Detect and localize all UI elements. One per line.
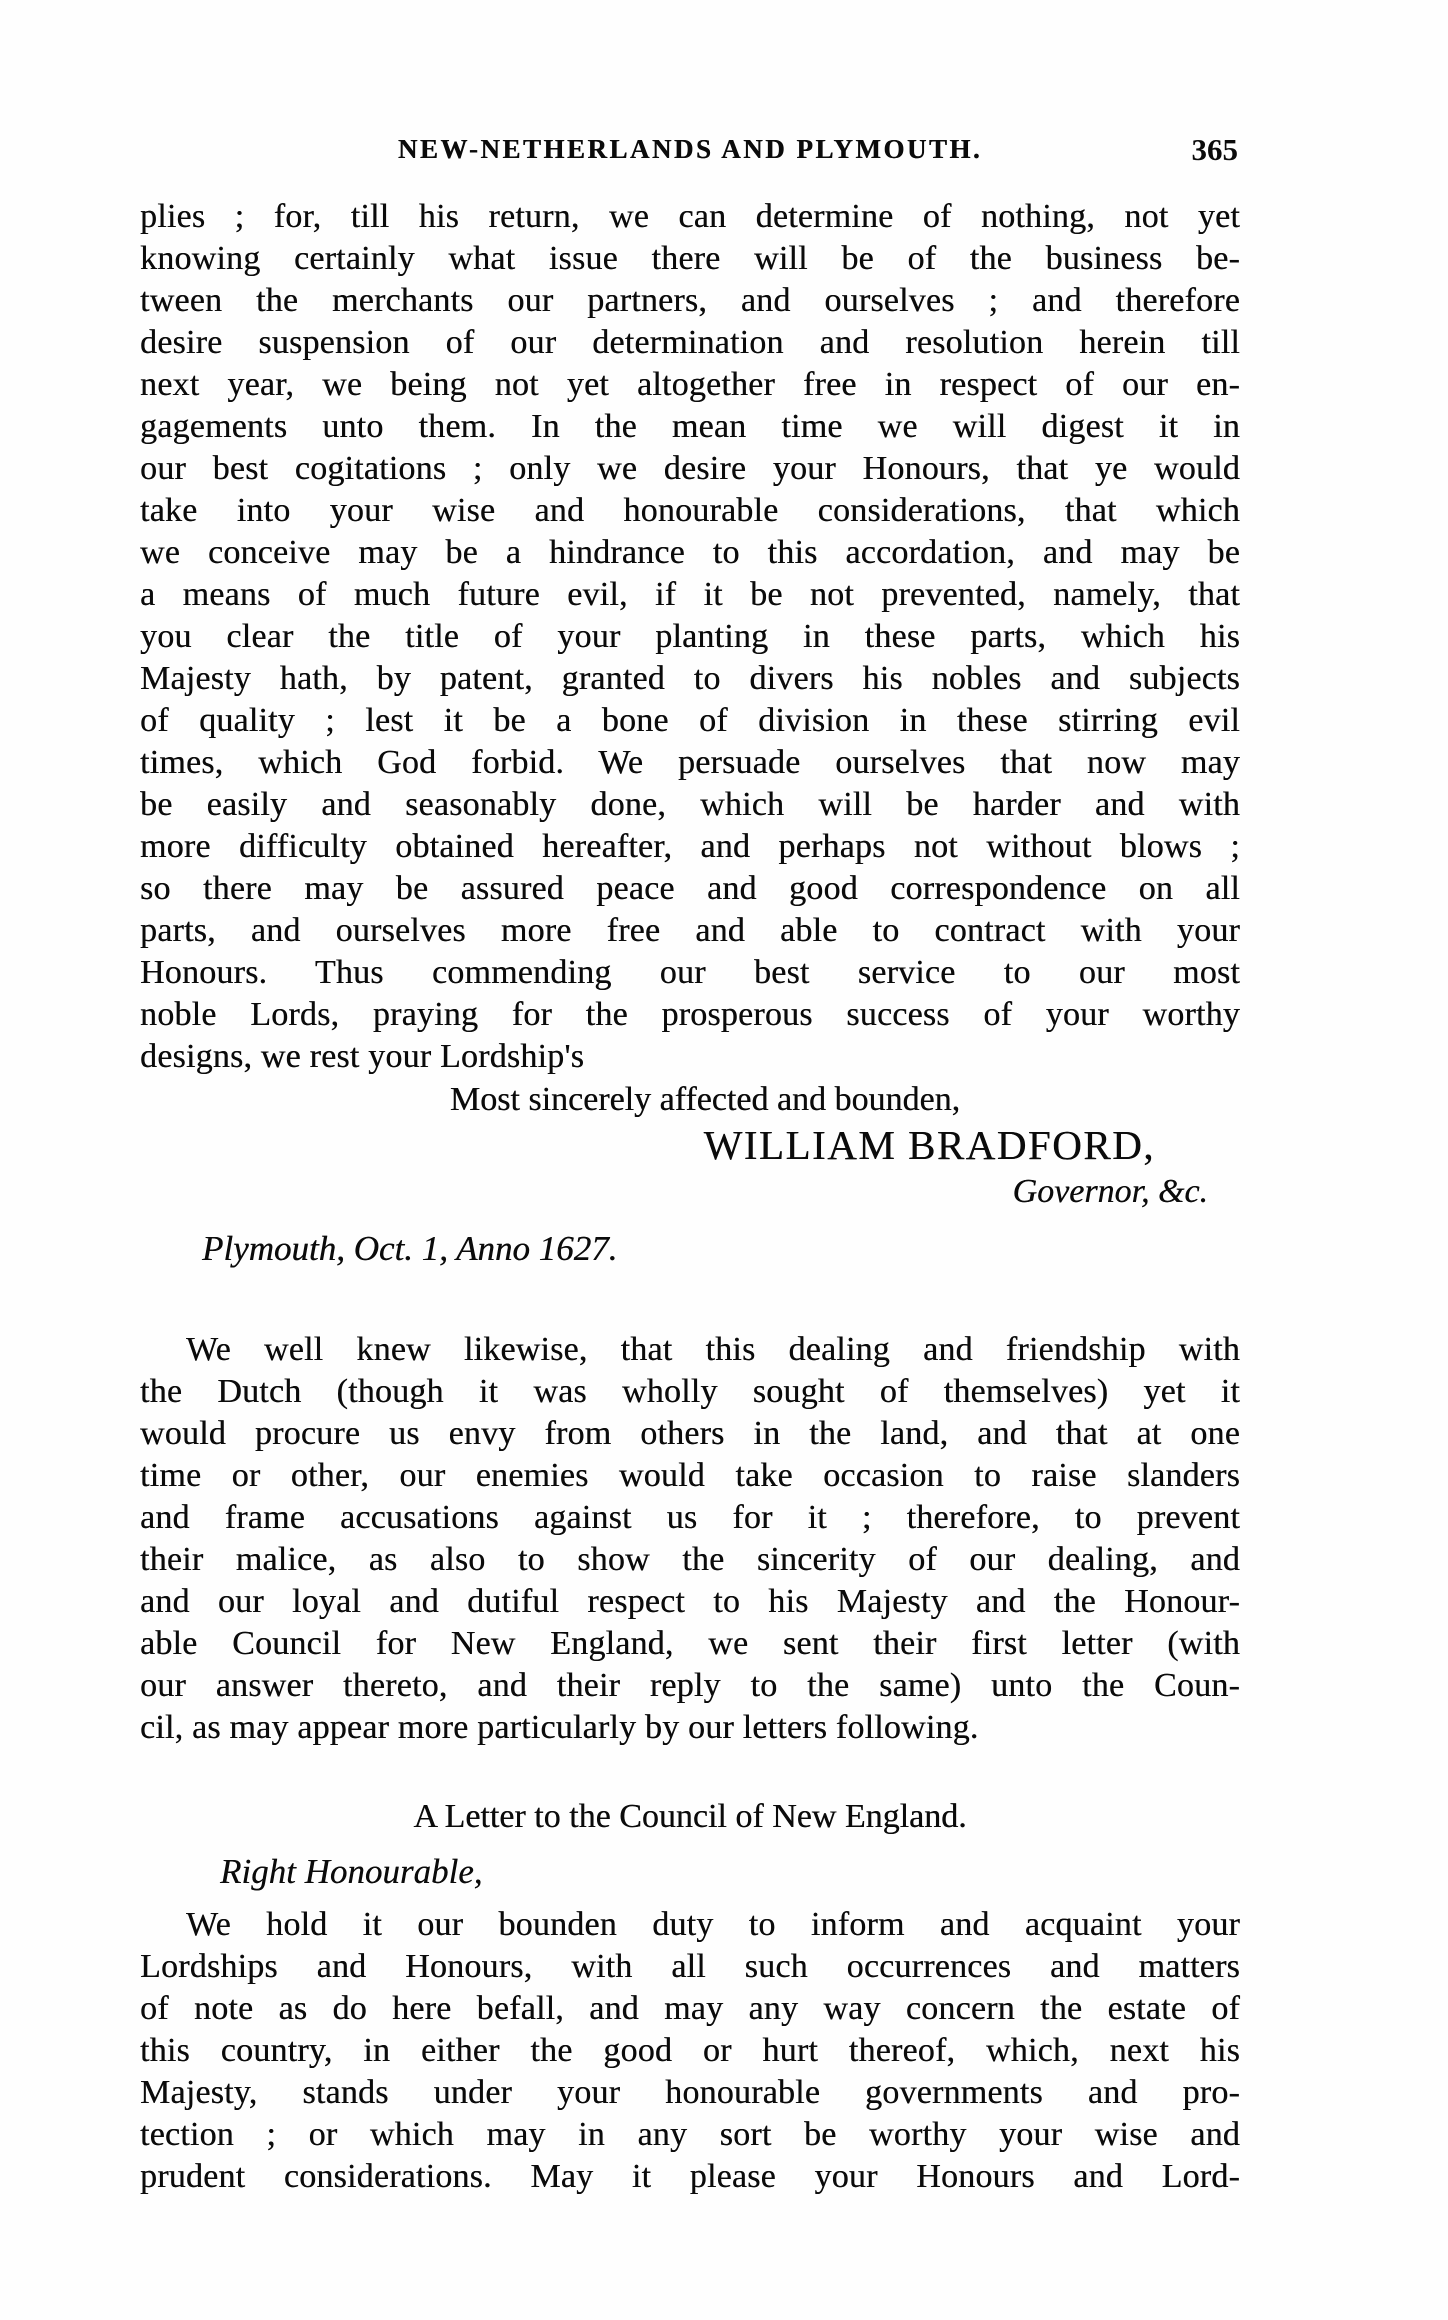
letter-heading: A Letter to the Council of New England. bbox=[413, 1798, 967, 1835]
text-line: tween the merchants our partners, and ourselves ; and therefore bbox=[140, 282, 1240, 319]
text-line: so there may be assured peace and good correspondence on all bbox=[140, 870, 1240, 907]
text-line: of quality ; lest it be a bone of division in these stirring evil bbox=[140, 702, 1240, 739]
text-line: would procure us envy from others in the land, and that at one bbox=[140, 1415, 1240, 1452]
signature-title: Governor, &c. bbox=[1012, 1173, 1208, 1210]
text-line: be easily and seasonably done, which will be harder and with bbox=[140, 786, 1240, 823]
text-line: time or other, our enemies would take occasion to raise slanders bbox=[140, 1457, 1240, 1494]
page-number: 365 bbox=[1191, 132, 1238, 167]
text-line: more difficulty obtained hereafter, and perhaps not without blows ; bbox=[140, 828, 1240, 865]
page-text-block bbox=[140, 132, 1240, 2198]
page-header bbox=[140, 132, 1240, 176]
text-line: We well knew likewise, that this dealing and friendship with bbox=[186, 1331, 1240, 1368]
text-line: we conceive may be a hindrance to this accordation, and may be bbox=[140, 534, 1240, 571]
text-line: our answer thereto, and their reply to the same) unto the Coun- bbox=[140, 1667, 1240, 1704]
text-line: take into your wise and honourable considerations, that which bbox=[140, 492, 1240, 529]
text-line: noble Lords, praying for the prosperous success of your worthy bbox=[140, 996, 1240, 1033]
salutation: Right Honourable, bbox=[220, 1852, 483, 1891]
text-line: tection ; or which may in any sort be worthy your wise and bbox=[140, 2116, 1240, 2153]
text-line: desire suspension of our determination and resolution herein till bbox=[140, 324, 1240, 361]
text-line: and frame accusations against us for it ; therefore, to prevent bbox=[140, 1499, 1240, 1536]
narrative-paragraph bbox=[140, 1329, 1240, 1749]
text-line: parts, and ourselves more free and able to contract with your bbox=[140, 912, 1240, 949]
signature-name: WILLIAM BRADFORD, bbox=[703, 1122, 1155, 1168]
text-line: We hold it our bounden duty to inform and acquaint your bbox=[186, 1906, 1240, 1943]
text-line: our best cogitations ; only we desire your Honours, that ye would bbox=[140, 450, 1240, 487]
letter-closing-paragraph bbox=[140, 196, 1240, 1078]
text-line: plies ; for, till his return, we can determine of nothing, not yet bbox=[140, 198, 1240, 235]
text-line: knowing certainly what issue there will be of the business be- bbox=[140, 240, 1240, 277]
valediction-line: Most sincerely affected and bounden, bbox=[449, 1081, 961, 1118]
text-line: Majesty, stands under your honourable governments and pro- bbox=[140, 2074, 1240, 2111]
dateline: Plymouth, Oct. 1, Anno 1627. bbox=[202, 1229, 618, 1268]
text-line: and our loyal and dutiful respect to his Majesty and the Honour- bbox=[140, 1583, 1240, 1620]
text-line: prudent considerations. May it please your Honours and Lord- bbox=[140, 2158, 1240, 2195]
text-line: of note as do here befall, and may any way concern the estate of bbox=[140, 1990, 1240, 2027]
text-line: times, which God forbid. We persuade ourselves that now may bbox=[140, 744, 1240, 781]
letter-signoff bbox=[140, 1078, 1240, 1214]
text-line: Honours. Thus commending our best service to our most bbox=[140, 954, 1240, 991]
text-line: gagements unto them. In the mean time we will digest it in bbox=[140, 408, 1240, 445]
running-title: NEW-NETHERLANDS AND PLYMOUTH. bbox=[397, 134, 983, 164]
text-line: next year, we being not yet altogether free in respect of our en- bbox=[140, 366, 1240, 403]
text-line: designs, we rest your Lordship's bbox=[140, 1038, 585, 1075]
text-line: this country, in either the good or hurt thereof, which, next his bbox=[140, 2032, 1240, 2069]
text-line: you clear the title of your planting in these parts, which his bbox=[140, 618, 1240, 655]
text-line: Majesty hath, by patent, granted to divers his nobles and subjects bbox=[140, 660, 1240, 697]
text-line: Lordships and Honours, with all such occurrences and matters bbox=[140, 1948, 1240, 1985]
letter-opening-paragraph bbox=[140, 1904, 1240, 2198]
text-line: able Council for New England, we sent their first letter (with bbox=[140, 1625, 1240, 1662]
text-line: cil, as may appear more particularly by our letters following. bbox=[140, 1709, 979, 1746]
text-line: the Dutch (though it was wholly sought of themselves) yet it bbox=[140, 1373, 1240, 1410]
text-line: a means of much future evil, if it be not prevented, namely, that bbox=[140, 576, 1240, 613]
text-line: their malice, as also to show the sincerity of our dealing, and bbox=[140, 1541, 1240, 1578]
